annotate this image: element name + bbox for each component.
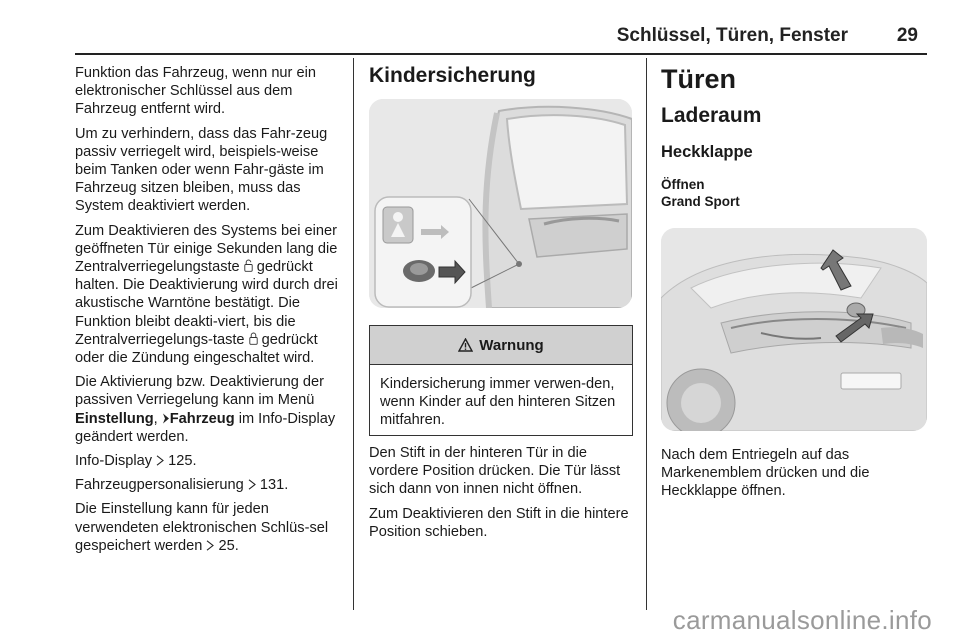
column-3 <box>661 64 929 210</box>
section-heading-laderaum: Laderaum <box>661 104 762 127</box>
text: Info-Display <box>75 453 153 470</box>
warning-box <box>369 325 633 436</box>
warning-text: Kindersicherung immer verwen-den, wenn Kinder auf den hinteren Sitzen mitfahren. <box>380 376 616 429</box>
tailgate-illustration <box>661 228 927 431</box>
paragraph <box>75 452 343 470</box>
column-divider-1 <box>353 58 354 610</box>
column-divider-2 <box>646 58 647 610</box>
text: , <box>153 410 162 427</box>
watermark: carmanualsonline.info <box>672 605 932 635</box>
page-ref[interactable]: 25. <box>214 537 239 554</box>
page-ref[interactable]: 125. <box>164 453 197 470</box>
menu-arrow-icon <box>162 413 170 424</box>
text: Zum Deaktivieren des Systems bei einer geöffneten Tür einige Sekunden lang die Zentralverriegelungstaste <box>75 222 338 276</box>
text: gedrückt halten. Die Deaktivierung wird durch drei akustische Warntöne bestätigt. Die Funktion bleibt deakti-viert, bis die Zentralverriegelungs-taste <box>75 259 338 348</box>
text: Fahrzeugpersonalisierung <box>75 477 244 494</box>
header-rule <box>75 53 927 55</box>
paragraph: Zum Deaktivieren den Stift in die hintere Position schieben. <box>369 505 629 540</box>
subsection-heading-heckklappe: Heckklappe <box>661 143 753 161</box>
subheading-oeffnen: Öffnen <box>661 177 705 192</box>
chapter-heading-tueren: Türen <box>661 64 737 94</box>
page-number: 29 <box>896 25 918 46</box>
menu-item-einstellung: Einstellung <box>75 410 154 427</box>
text: gedrückt oder die Zündung eingeschaltet wird. <box>75 331 318 367</box>
page-ref[interactable]: 131. <box>255 477 289 494</box>
subheading-grand-sport: Grand Sport <box>661 194 740 209</box>
text: im Info-Display geändert werden. <box>75 410 336 445</box>
paragraph <box>75 476 343 494</box>
column-2-text <box>369 444 635 547</box>
paragraph: Funktion das Fahrzeug, wenn nur ein elektronischer Schlüssel aus dem Fahrzeug entfernt wird. <box>75 65 316 118</box>
text: Die Einstellung kann für jeden verwendeten elektronischen Schlüs-sel gespeichert werden <box>75 501 329 554</box>
column-1 <box>75 64 343 561</box>
paragraph <box>75 373 343 446</box>
section-heading-kindersicherung: Kindersicherung <box>369 64 536 87</box>
column-2 <box>369 64 633 98</box>
paragraph: Den Stift in der hinteren Tür in die vordere Position drücken. Die Tür lässt sich dann von innen nicht öffnen. <box>369 445 621 498</box>
warning-header <box>370 326 632 365</box>
lock-key-icon <box>249 332 258 345</box>
ref-arrow-icon <box>156 455 164 466</box>
warning-triangle-icon <box>458 338 473 352</box>
paragraph <box>75 222 343 368</box>
unlock-key-icon <box>244 259 253 272</box>
paragraph: Um zu verhindern, dass das Fahr-zeug passiv verriegelt wird, beispiels-weise beim Tanken oder wenn Fahr-gäste im Fahrzeug sitzen bleiben, muss das System deaktiviert werden. <box>75 125 328 215</box>
text: Die Aktivierung bzw. Deaktivierung der passiven Verriegelung kann im Menü <box>75 374 325 409</box>
paragraph <box>75 500 343 555</box>
menu-item-fahrzeug: Fahrzeug <box>169 410 235 427</box>
ref-arrow-icon <box>248 479 256 490</box>
child-lock-illustration <box>369 99 632 308</box>
page-header-title: Schlüssel, Türen, Fenster <box>616 25 848 46</box>
paragraph: Nach dem Entriegeln auf das Markenemblem drücken und die Heckklappe öffnen. <box>661 447 870 500</box>
column-3-text <box>661 446 927 501</box>
warning-title: Warnung <box>479 336 544 354</box>
